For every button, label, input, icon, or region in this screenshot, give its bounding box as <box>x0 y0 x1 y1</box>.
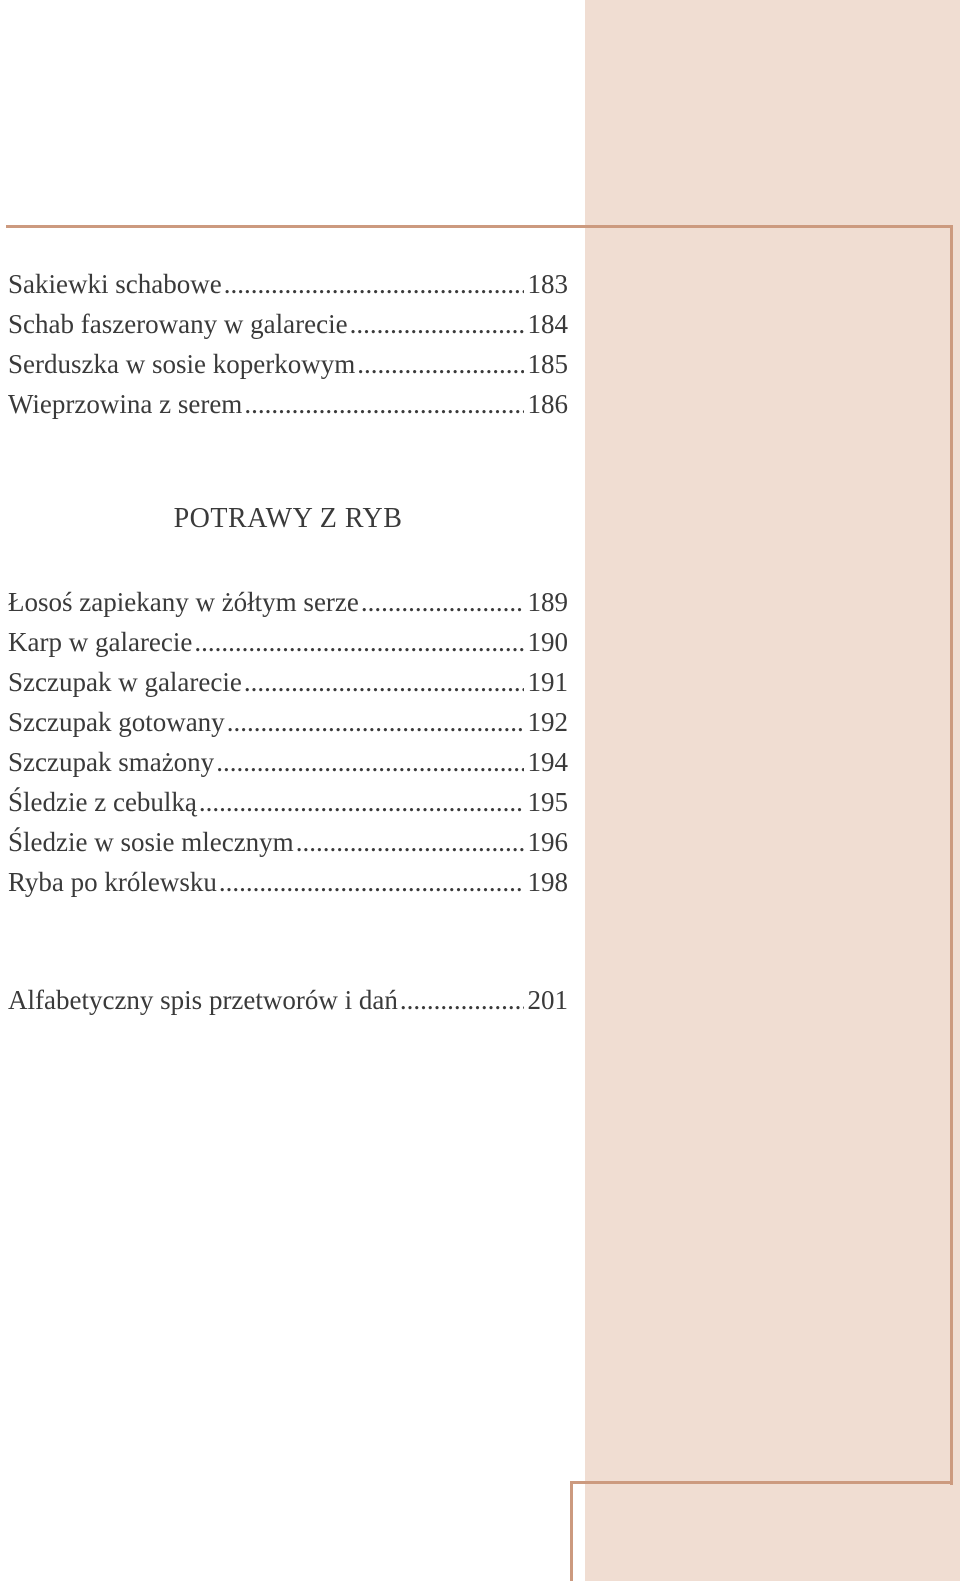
toc-leader-dots <box>216 742 523 782</box>
top-horizontal-rule <box>6 225 953 228</box>
toc-leader-dots <box>199 782 524 822</box>
toc-entry-index[interactable] <box>8 980 568 1020</box>
toc-entry-title: Szczupak gotowany <box>8 707 225 737</box>
right-vertical-rule <box>950 225 953 1485</box>
toc-entry-page: 183 <box>527 269 568 299</box>
toc-leader-dots <box>194 622 523 662</box>
toc-entry-page: 201 <box>527 985 568 1015</box>
bottom-vertical-rule <box>570 1481 573 1581</box>
toc-entry[interactable] <box>8 862 568 902</box>
toc-entry-title: Sakiewki schabowe <box>8 269 222 299</box>
toc-leader-dots <box>361 582 524 622</box>
toc-entry-title: Schab faszerowany w galarecie <box>8 309 348 339</box>
toc-entry-page: 189 <box>527 587 568 617</box>
toc-entry-page: 195 <box>527 787 568 817</box>
toc-leader-dots <box>219 862 524 902</box>
toc-group-meat <box>8 264 568 424</box>
toc-entry-page: 198 <box>527 867 568 897</box>
side-panel <box>585 0 960 1581</box>
toc-entry[interactable] <box>8 662 568 702</box>
toc-entry-title: Wieprzowina z serem <box>8 389 243 419</box>
toc-entry[interactable] <box>8 782 568 822</box>
toc-entry-title: Śledzie z cebulką <box>8 787 197 817</box>
toc-entry-title: Karp w galarecie <box>8 627 193 657</box>
toc-entry[interactable] <box>8 384 568 424</box>
toc-entry[interactable] <box>8 582 568 622</box>
toc-entry-page: 186 <box>527 389 568 419</box>
section-heading: POTRAWY Z RYB <box>173 503 403 534</box>
toc-group-fish <box>8 582 568 902</box>
toc-entry[interactable] <box>8 304 568 344</box>
toc-entry-page: 196 <box>527 827 568 857</box>
toc-entry[interactable] <box>8 264 568 304</box>
toc-entry[interactable] <box>8 822 568 862</box>
toc-group-index <box>8 980 568 1020</box>
toc-entry-title: Szczupak smażony <box>8 747 215 777</box>
toc-entry-page: 190 <box>527 627 568 657</box>
toc-entry-title: Serduszka w sosie koperkowym <box>8 349 356 379</box>
toc-leader-dots <box>227 702 524 742</box>
toc-entry-page: 191 <box>527 667 568 697</box>
toc-leader-dots <box>350 304 524 344</box>
bottom-horizontal-rule <box>570 1481 953 1484</box>
toc-entry-page: 185 <box>527 349 568 379</box>
toc-leader-dots <box>224 264 524 304</box>
toc-entry-page: 192 <box>527 707 568 737</box>
toc-entry-title: Łosoś zapiekany w żółtym serze <box>8 587 359 617</box>
toc-leader-dots <box>400 980 524 1020</box>
toc-entry-title: Alfabetyczny spis przetworów i dań <box>8 985 398 1015</box>
toc-entry-title: Śledzie w sosie mlecznym <box>8 827 294 857</box>
toc-entry[interactable] <box>8 344 568 384</box>
toc-entry[interactable] <box>8 622 568 662</box>
toc-entry-title: Ryba po królewsku <box>8 867 217 897</box>
toc-entry[interactable] <box>8 742 568 782</box>
toc-leader-dots <box>357 344 523 384</box>
toc-entry[interactable] <box>8 702 568 742</box>
toc-entry-page: 194 <box>527 747 568 777</box>
toc-entry-title: Szczupak w galarecie <box>8 667 242 697</box>
toc-entry-page: 184 <box>527 309 568 339</box>
toc-leader-dots <box>244 662 524 702</box>
toc-leader-dots <box>244 384 523 424</box>
toc-leader-dots <box>296 822 524 862</box>
